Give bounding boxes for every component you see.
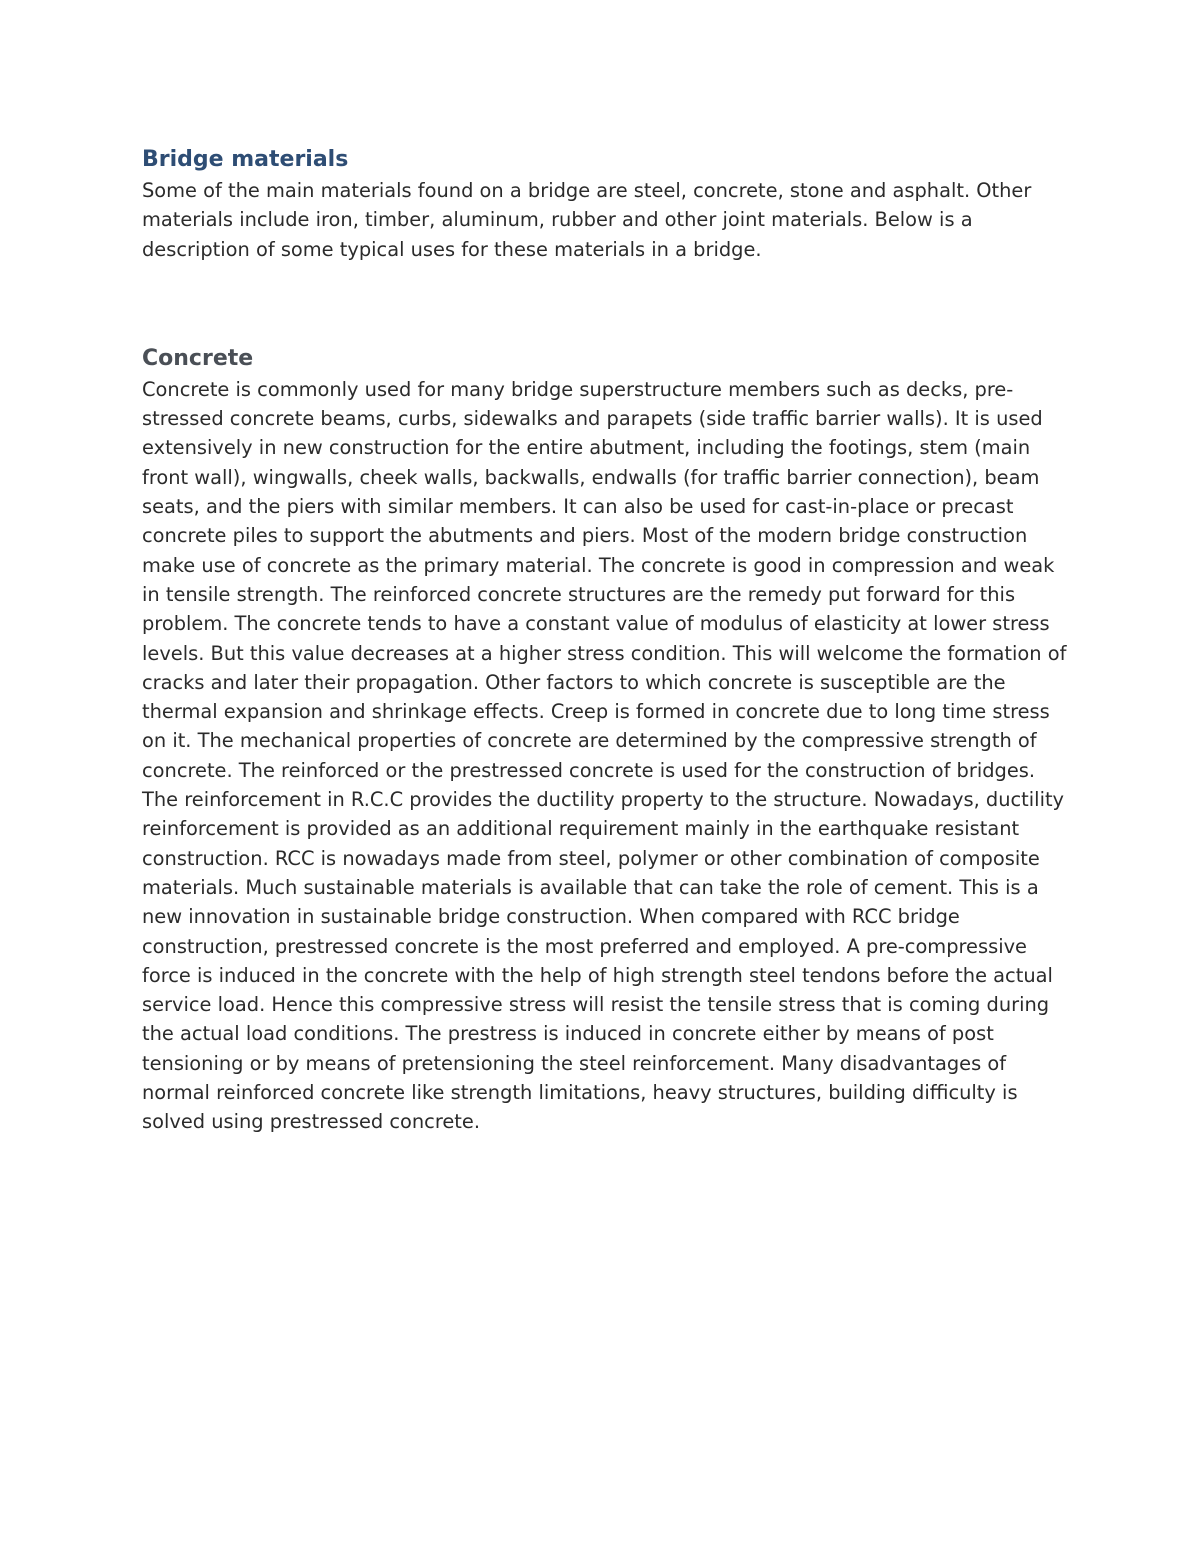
section-body-bridge-materials: Some of the main materials found on a bridge are steel, concrete, stone and asphalt. Other materials include iron, timber, aluminum, rubber and other joint materials. Below is a description of some typical uses for these materials in a bridge. bbox=[142, 179, 1032, 261]
document-content bbox=[142, 143, 1067, 1137]
section-heading-concrete: Concrete bbox=[142, 345, 254, 371]
section-bridge-materials bbox=[142, 143, 1067, 264]
section-spacer bbox=[142, 264, 1067, 342]
section-concrete bbox=[142, 342, 1067, 1137]
section-heading-bridge-materials: Bridge materials bbox=[142, 147, 349, 172]
section-body-concrete: Concrete is commonly used for many bridge superstructure members such as decks, pre-stressed concrete beams, curbs, sidewalks and parapets (side traffic barrier walls). It is used extensively in new construction for the entire abutment, including the footings, stem (main front wall), wingwalls, cheek walls, backwalls, endwalls (for traffic barrier connection), beam seats, and the piers with similar members. It can also be used for cast-in-place or precast concrete piles to support the abutments and piers. Most of the modern bridge construction make use of concrete as the primary material. The concrete is good in compression and weak in tensile strength. The reinforced concrete structures are the remedy put forward for this problem. The concrete tends to have a constant value of modulus of elasticity at lower stress levels. But this value decreases at a higher stress condition. This will welcome the formation of cracks and later their propagation. Other factors to which concrete is susceptible are the thermal expansion and shrinkage effects. Creep is formed in concrete due to long time stress on it. The mechanical properties of concrete are determined by the compressive strength of concrete. The reinforced or the prestressed concrete is used for the construction of bridges. The reinforcement in R.C.C provides the ductility property to the structure. Nowadays, ductility reinforcement is provided as an additional requirement mainly in the earthquake resistant construction. RCC is nowadays made from steel, polymer or other combination of composite materials. Much sustainable materials is available that can take the role of cement. This is a new innovation in sustainable bridge construction. When compared with RCC bridge construction, prestressed concrete is the most preferred and employed. A pre-compressive force is induced in the concrete with the help of high strength steel tendons before the actual service load. Hence this compressive stress will resist the tensile stress that is coming during the actual load conditions. The prestress is induced in concrete either by means of post tensioning or by means of pretensioning the steel reinforcement. Many disadvantages of normal reinforced concrete like strength limitations, heavy structures, building difficulty is solved using prestressed concrete. bbox=[142, 377, 1067, 1134]
